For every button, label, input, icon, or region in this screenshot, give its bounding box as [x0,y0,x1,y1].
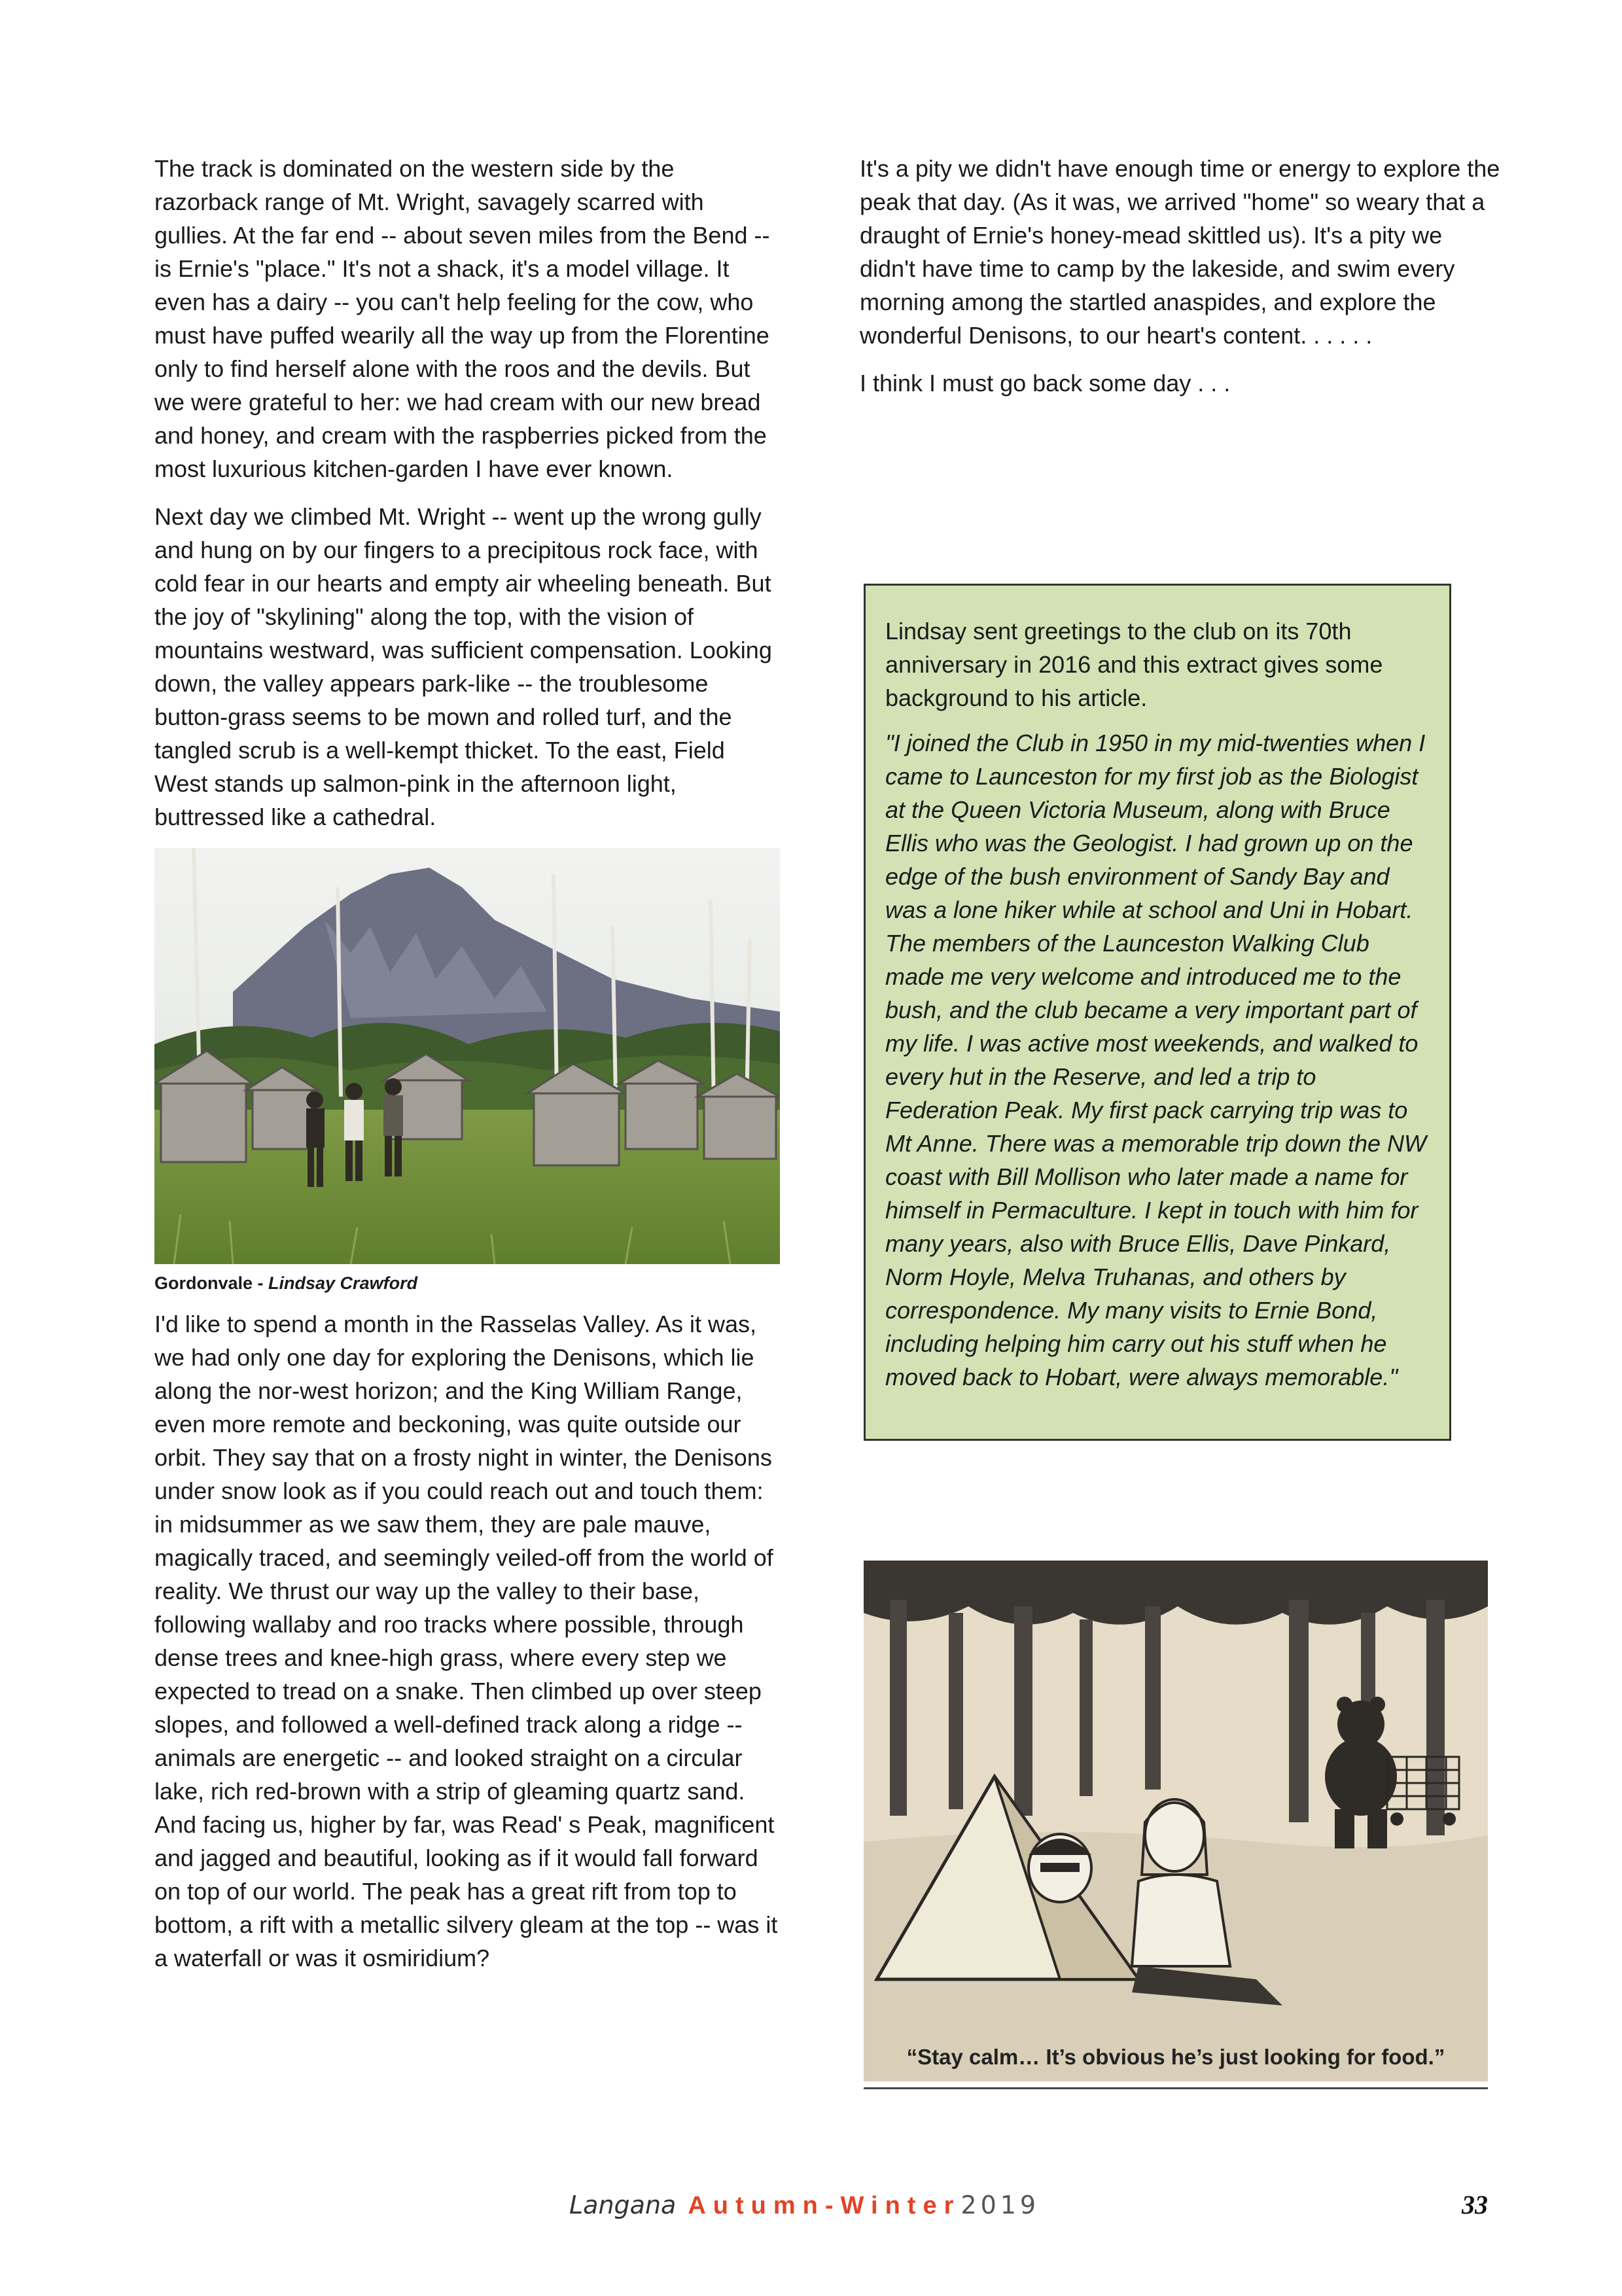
cartoon-divider [864,2087,1488,2089]
gordonvale-photo [154,848,780,1264]
issue-season: Autumn-Winter [688,2192,961,2219]
magazine-name: Langana [569,2191,677,2219]
photo-caption-credit: Lindsay Crawford [268,1273,418,1293]
left-column [154,152,783,1989]
article-paragraph: It's a pity we didn't have enough time or energy to explore the peak that day. (As it was, we arrived "home" so weary that a draught of Ernie's honey-mead skittled us). It's a pity we didn't have time to camp by the lakeside, and swim every morning among the startled anaspides, and explore the wonderful Denisons, to our heart's content. . . . . . [860,155,1500,349]
right-column [860,152,1501,414]
greeting-quote: "I joined the Club in 1950 in my mid-twenties when I came to Launceston for my first job as the Biologist at the Queen Victoria Museum, along with Bruce Ellis who was the Geologist. I had grown up on the edge of the bush environment of Sandy Bay and was a lone hiker while at school and Uni in Hobart. The members of the Launceston Walking Club made me very welcome and introduced me to the bush, and the club became a very important part of my life. I was active most weekends, and walked to every hut in the Reserve, and led a trip to Federation Peak. My first pack carrying trip was to Mt Anne. There was a memorable trip down the NW coast with Bill Mollison who later made a name for himself in Permaculture. I kept in touch with him for many years, also with Bruce Ellis, Dave Pinkard, Norm Hoyle, Melva Truhanas, and others by correspondence. My many visits to Ernie Bond, including helping him carry out his stuff when he moved back to Hobart, were always memorable." [885,730,1426,1390]
issue-year: 2019 [961,2191,1040,2219]
page-number: 33 [1462,2190,1488,2219]
article-paragraph: The track is dominated on the western side by the razorback range of Mt. Wright, savagely scarred with gullies. At the far end -- about seven miles from the Bend -- is Ernie's "place." It's not a shack, it's a model village. It even has a dairy -- you can't help feeling for the cow, who must have puffed wearily all the way up from the Florentine only to find herself alone with the roos and the devils. But we were grateful to her: we had cream with our new bread and honey, and cream with the raspberries picked from the most luxurious kitchen-garden I have ever known. [154,155,770,482]
cartoon-caption: “Stay calm… It’s obvious he’s just looking for food.” [906,2045,1445,2069]
bear-cartoon [864,1561,1488,2081]
page-footer [569,2191,1158,2220]
article-paragraph: Next day we climbed Mt. Wright -- went up the wrong gully and hung on by our fingers to a precipitous rock face, with cold fear in our hearts and empty air wheeling beneath. But the joy of "skylining" along the top, with the vision of mountains westward, was sufficient compensation. Looking down, the valley appears park-like -- the troublesome button-grass seems to be mown and rolled turf, and the tangled scrub is a well-kempt thicket. To the east, Field West stands up salmon-pink in the afternoon light, buttressed like a cathedral. [154,503,772,830]
greeting-sidebar-box [864,584,1451,1441]
article-paragraph: I think I must go back some day . . . [860,370,1231,397]
photo-caption-title: Gordonvale - [154,1273,269,1293]
article-paragraph: I'd like to spend a month in the Rasselas Valley. As it was, we had only one day for exploring the Denisons, which lie along the nor-west horizon; and the King William Range, even more remote and beckoning, was quite outside our orbit. They say that on a frosty night in winter, the Denisons under snow look as if you could reach out and touch them: in midsummer as we saw them, they are pale mauve, magically traced, and seemingly veiled-off from the world of reality. We thrust our way up the valley to their base, following wallaby and roo tracks where possible, through dense trees and knee-high grass, where every step we expected to tread on a snake. Then climbed up over steep slopes, and followed a well-defined track along a ridge -- animals are energetic -- and looked straight on a circular lake, rich red-brown with a strip of gleaming quartz sand. And facing us, higher by far, was Read' s Peak, magnificent and jagged and beautiful, looking as if it would fall forward on top of our world. The peak has a great rift from top to bottom, a rift with a metallic silvery gleam at the top -- was it a waterfall or was it osmiridium? [154,1311,778,1971]
photo-caption [154,1272,783,1294]
greeting-intro: Lindsay sent greetings to the club on its 70th anniversary in 2016 and this extract gives some background to his article. [885,618,1383,711]
